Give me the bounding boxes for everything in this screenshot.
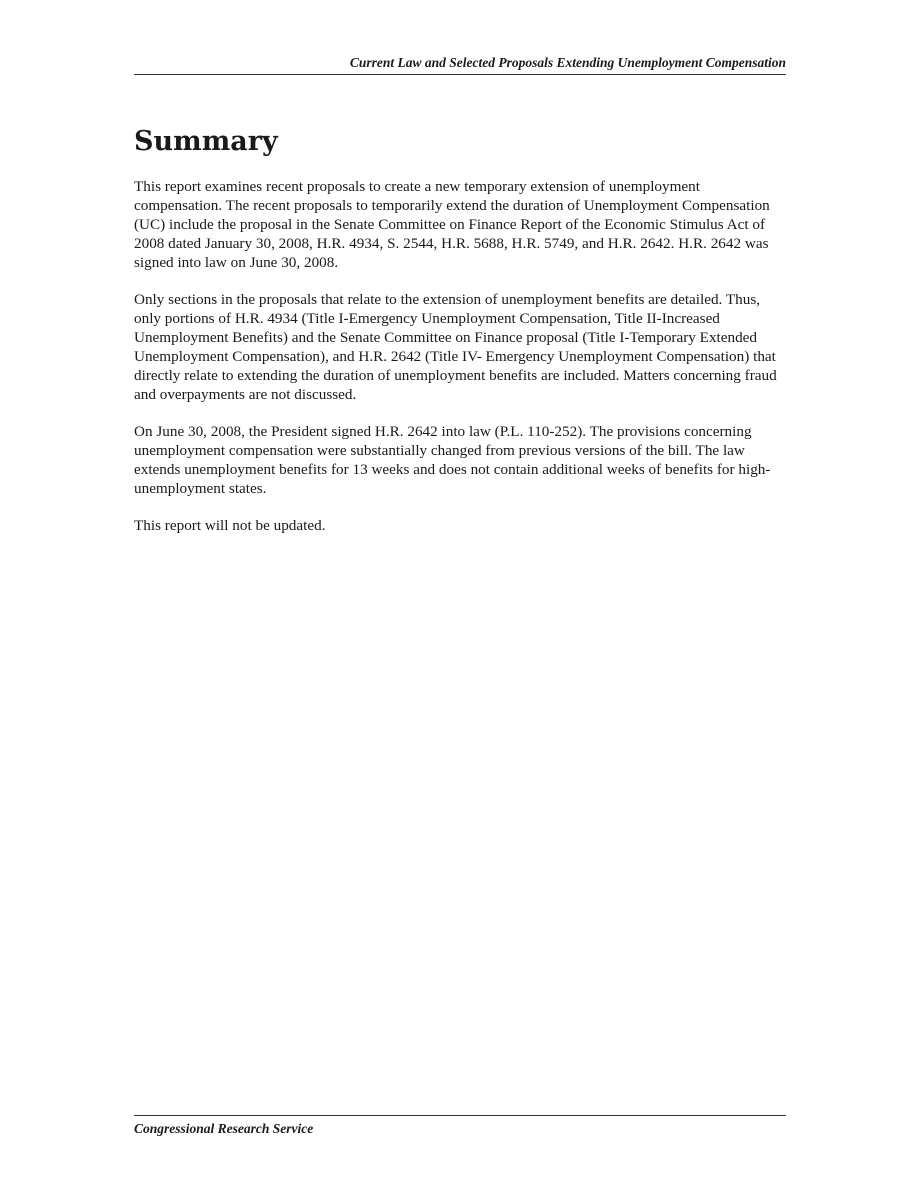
running-footer <box>134 1115 786 1138</box>
summary-paragraph-1: This report examines recent proposals to create a new temporary extension of unemployment compensation. The recent proposals to temporarily extend the duration of Unemployment Compensation (UC) include the proposal in the Senate Committee on Finance Report of the Economic Stimulus Act of 2008 dated January 30, 2008, H.R. 4934, S. 2544, H.R. 5688, H.R. 5749, and H.R. 2642. H.R. 2642 was signed into law on June 30, 2008. <box>134 178 770 271</box>
summary-paragraph-2: Only sections in the proposals that relate to the extension of unemployment benefits are detailed. Thus, only portions of H.R. 4934 (Title I-Emergency Unemployment Compensation, Title II-Increased Unemployment Benefits) and the Senate Committee on Finance proposal (Title I-Temporary Extended Unemployment Compensation), and H.R. 2642 (Title IV- Emergency Unemployment Compensation) that directly relate to extending the duration of unemployment benefits are included. Matters concerning fraud and overpayments are not discussed. <box>134 291 777 403</box>
summary-body <box>134 177 786 553</box>
running-header <box>134 54 786 75</box>
footer-organization: Congressional Research Service <box>134 1121 314 1136</box>
page-title: Summary <box>134 126 278 157</box>
summary-paragraph-4: This report will not be updated. <box>134 517 326 534</box>
summary-paragraph-3: On June 30, 2008, the President signed H.R. 2642 into law (P.L. 110-252). The provisions concerning unemployment compensation were substantially changed from previous versions of the bill. The law extends unemployment benefits for 13 weeks and does not contain additional weeks of benefits for high-unemployment states. <box>134 423 771 497</box>
running-header-title: Current Law and Selected Proposals Extending Unemployment Compensation <box>349 55 786 70</box>
